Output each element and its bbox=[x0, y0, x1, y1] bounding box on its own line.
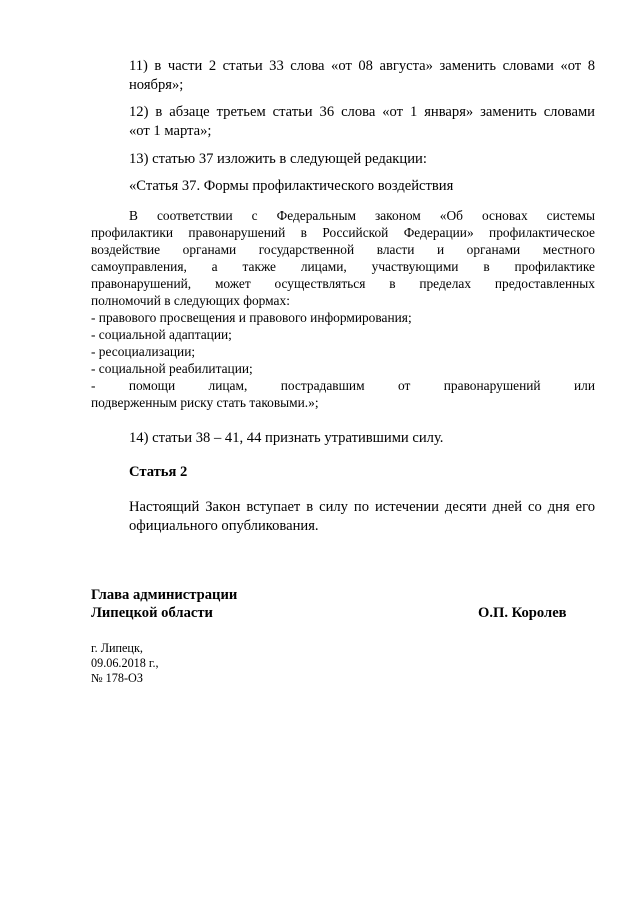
article-37-body-line-5: правонарушений, может осуществляться в пределах предоставленных bbox=[91, 276, 595, 291]
item-11-line-2: ноября»; bbox=[129, 77, 184, 93]
item-13-text: 13) статью 37 изложить в следующей редакции: bbox=[129, 151, 427, 167]
article-37-body-line-2: профилактики правонарушений в Российской Федерации» профилактическое bbox=[91, 225, 595, 240]
form-item: - социальной адаптации; bbox=[91, 327, 232, 342]
footer-number: № 178-ОЗ bbox=[91, 671, 143, 685]
signature-name: О.П. Королев bbox=[478, 605, 567, 621]
article-37-title bbox=[91, 177, 595, 196]
article-37-body-line-6: полномочий в следующих формах: bbox=[91, 293, 290, 308]
item-12-paragraph bbox=[91, 103, 595, 141]
item-11-line-1: 11) в части 2 статьи 33 слова «от 08 августа» заменить словами «от 8 bbox=[129, 58, 595, 74]
item-14-text: 14) статьи 38 – 41, 44 признать утратившими силу. bbox=[129, 430, 444, 446]
article-37-body-line-3: воздействие органами государственной власти и органами местного bbox=[91, 242, 595, 257]
signature-title-line-1: Глава администрации bbox=[91, 587, 238, 603]
article-2-line-2: официального опубликования. bbox=[129, 518, 319, 534]
article-2-paragraph bbox=[91, 498, 595, 536]
item-14-paragraph bbox=[91, 429, 595, 448]
article-2-heading: Статья 2 bbox=[129, 464, 188, 480]
item-13-paragraph bbox=[91, 150, 595, 169]
item-12-line-2: «от 1 марта»; bbox=[129, 123, 212, 139]
article-37-body-line-4: самоуправления, а также лицами, участвующими в профилактике bbox=[91, 259, 595, 274]
form-item: - ресоциализации; bbox=[91, 344, 196, 359]
signature-title-line-2: Липецкой области bbox=[91, 605, 213, 621]
item-11-paragraph bbox=[91, 57, 595, 95]
article-37-title-text: «Статья 37. Формы профилактического воздействия bbox=[129, 178, 454, 194]
footer-city: г. Липецк, bbox=[91, 641, 143, 655]
form-item-last-line-2: подверженным риску стать таковыми.»; bbox=[91, 395, 319, 410]
footer-date: 09.06.2018 г., bbox=[91, 656, 159, 670]
article-37-body-line-1: В соответствии с Федеральным законом «Об основах системы bbox=[129, 208, 595, 223]
article-37-body bbox=[91, 207, 595, 411]
form-item: - правового просвещения и правового информирования; bbox=[91, 310, 412, 325]
item-12-line-1: 12) в абзаце третьем статьи 36 слова «от 1 января» заменить словами bbox=[129, 104, 595, 120]
form-item: - социальной реабилитации; bbox=[91, 361, 253, 376]
article-2-line-1: Настоящий Закон вступает в силу по истечении десяти дней со дня его bbox=[129, 499, 595, 515]
form-item-last-line-1: - помощи лицам, пострадавшим от правонарушений или bbox=[91, 378, 595, 393]
